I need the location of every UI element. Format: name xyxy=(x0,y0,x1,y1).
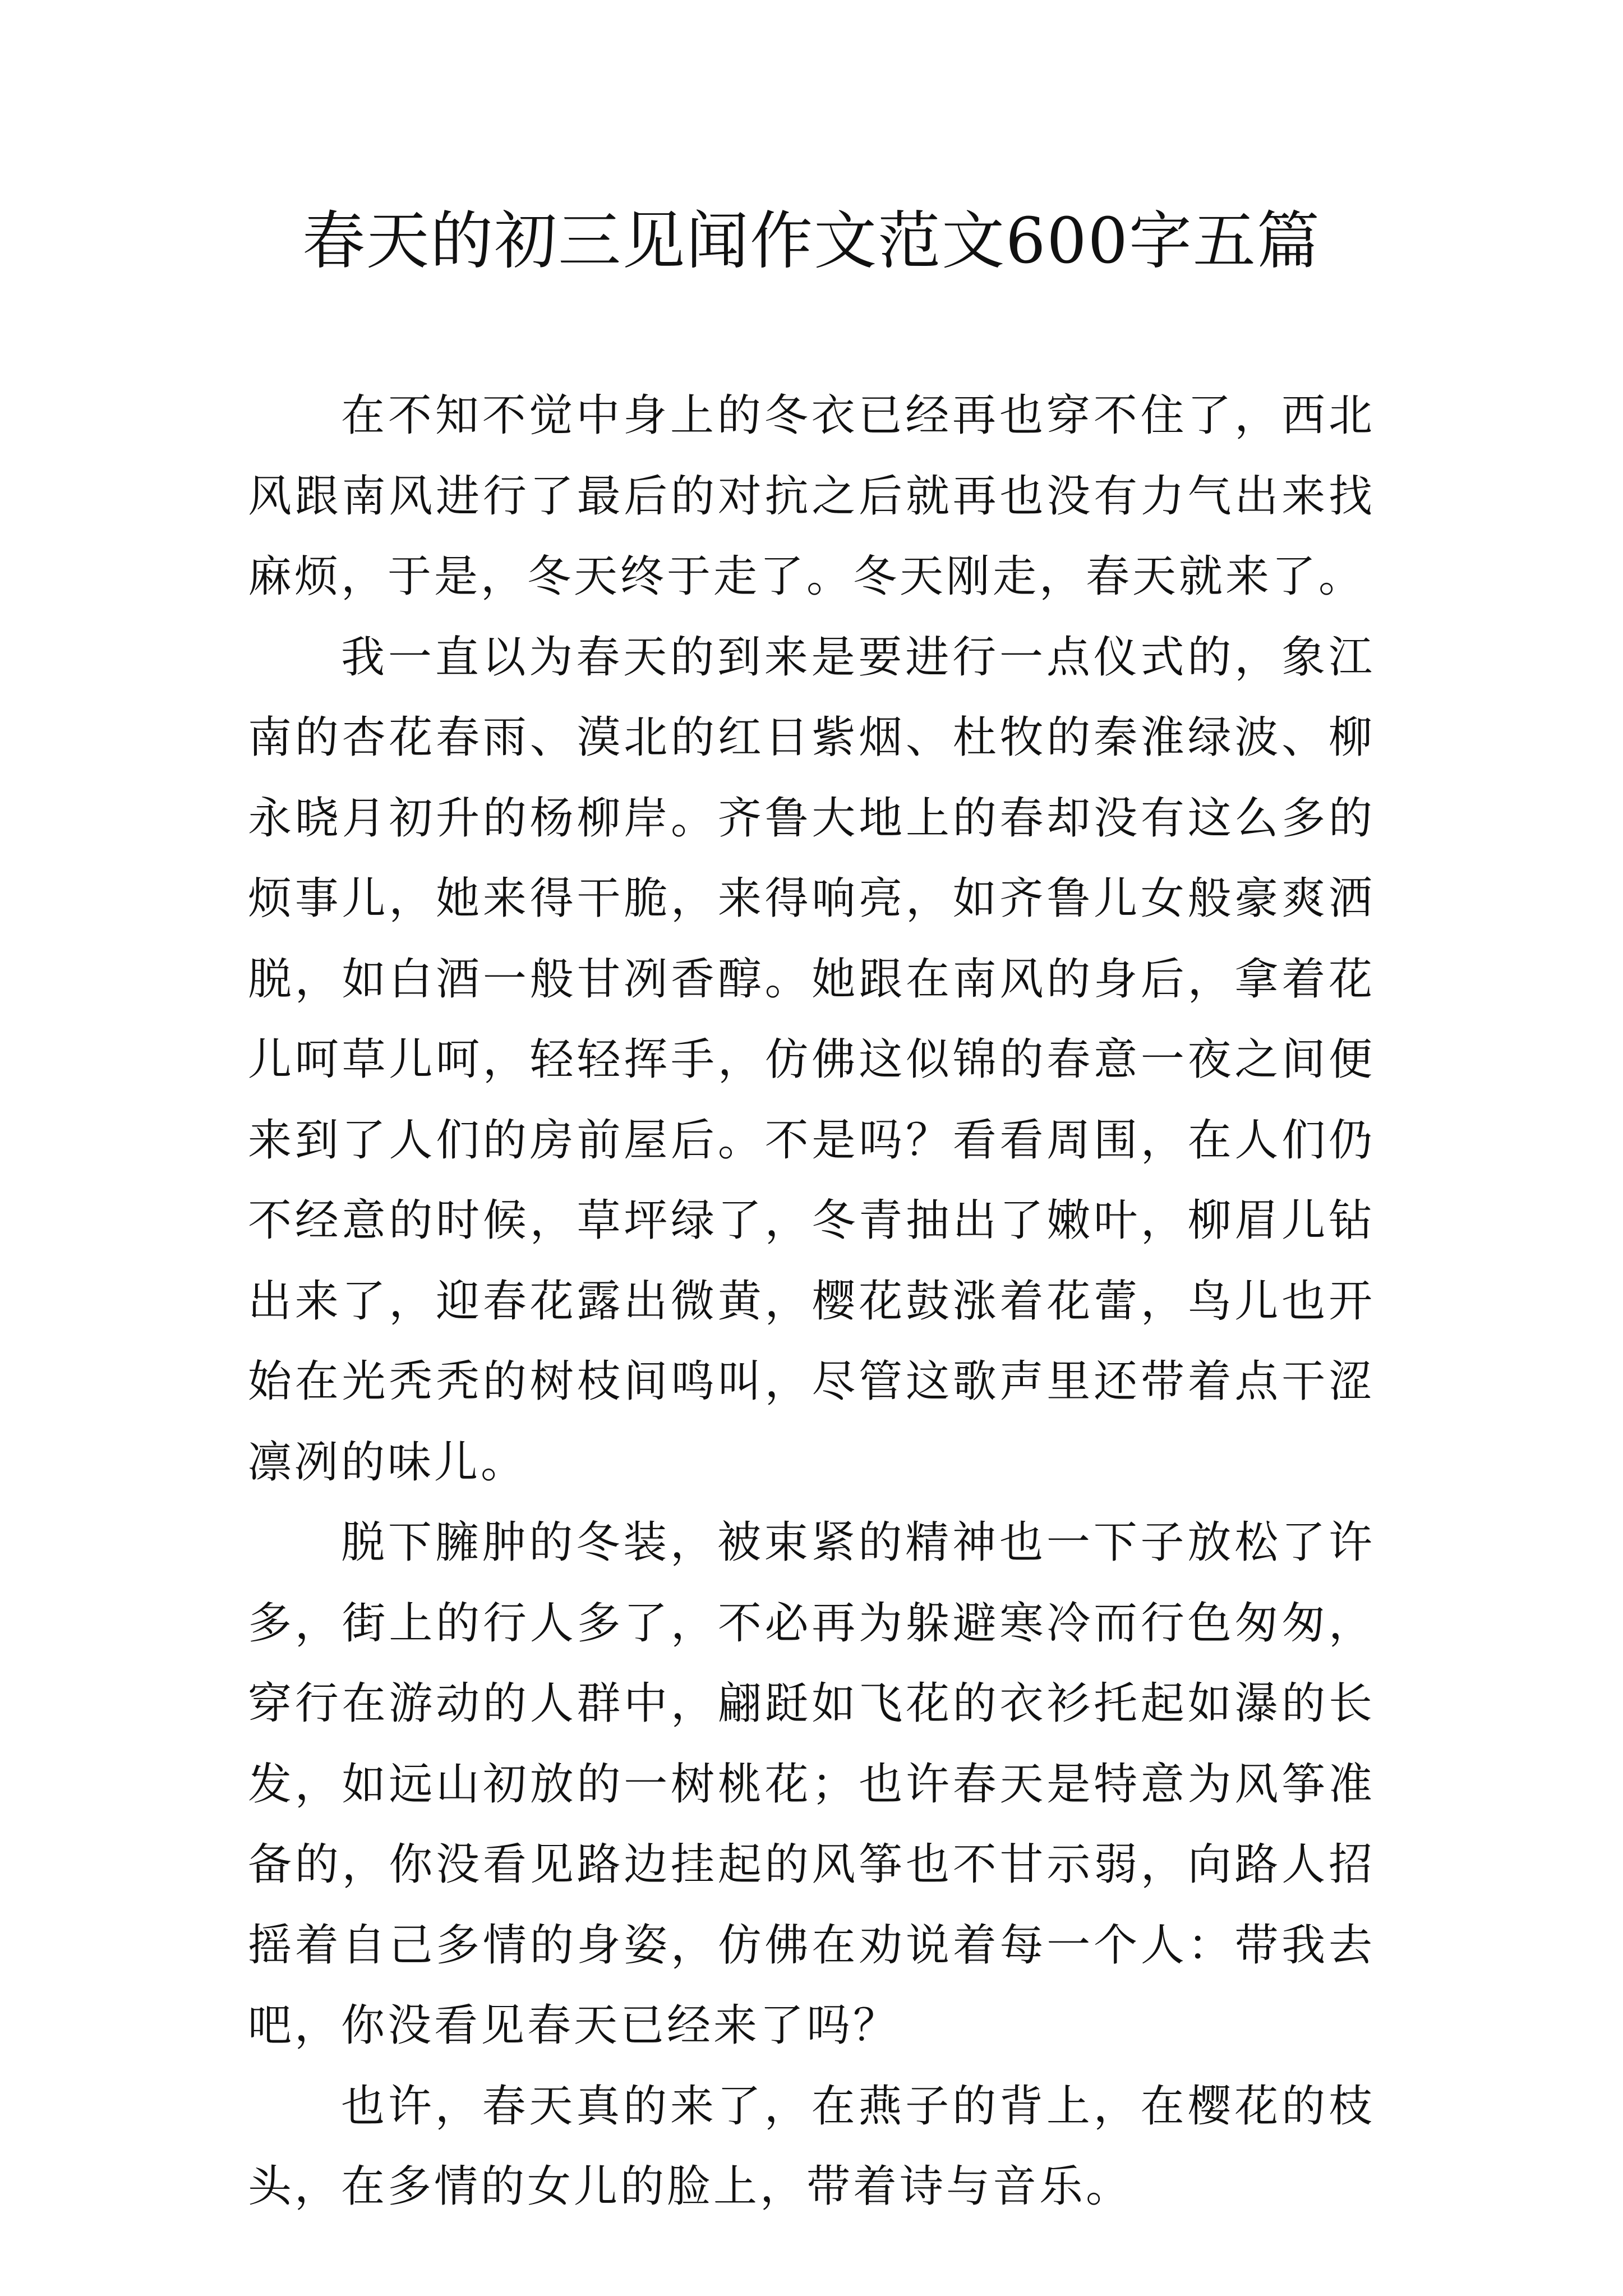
paragraph-3: 脱下臃肿的冬装，被束紧的精神也一下子放松了许多，街上的行人多了，不必再为躲避寒冷而行色匆匆，穿行在游动的人群中，翩跹如飞花的衣衫托起如瀑的长发，如远山初放的一树桃花；也许春天是特意为风筝准备的，你没看见路边挂起的风筝也不甘示弱，向路人招摇着自己多情的身姿，仿佛在劝说着每一个人：带我去吧，你没看见春天已经来了吗？ xyxy=(248,1517,1375,2051)
paragraph-1: 在不知不觉中身上的冬衣已经再也穿不住了，西北风跟南风进行了最后的对抗之后就再也没有力气出来找麻烦，于是，冬天终于走了。冬天刚走，春天就来了。 xyxy=(248,390,1375,602)
paragraph-2: 我一直以为春天的到来是要进行一点仪式的，象江南的杏花春雨、漠北的红日紫烟、杜牧的秦淮绿波、柳永晓月初升的杨柳岸。齐鲁大地上的春却没有这么多的烦事儿，她来得干脆，来得响亮，如齐鲁儿女般豪爽洒脱，如白酒一般甘冽香醇。她跟在南风的身后，拿着花儿呵草儿呵，轻轻挥手，仿佛这似锦的春意一夜之间便来到了人们的房前屋后。不是吗？看看周围，在人们仍不经意的时候，草坪绿了，冬青抽出了嫩叶，柳眉儿钻出来了，迎春花露出微黄，樱花鼓涨着花蕾，鸟儿也开始在光秃秃的树枝间鸣叫，尽管这歌声里还带着点干涩凛冽的味儿。 xyxy=(248,632,1375,1488)
document-title: 春天的初三见闻作文范文600字五篇 xyxy=(302,205,1321,278)
paragraph-4: 也许，春天真的来了，在燕子的背上，在樱花的枝头，在多情的女儿的脸上，带着诗与音乐。 xyxy=(248,2081,1375,2212)
document-body xyxy=(248,376,1375,2228)
